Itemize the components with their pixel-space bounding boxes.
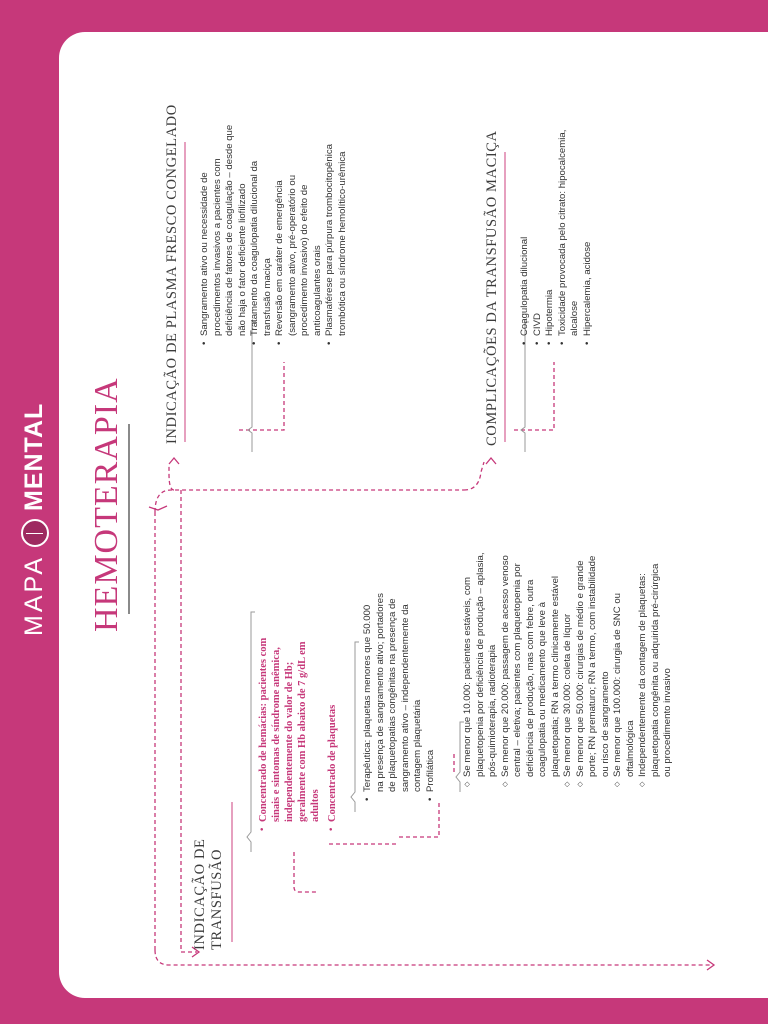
plaquetas-list [362, 592, 437, 802]
brand-logo [20, 403, 49, 636]
list-item: • Reversão em caráter de emergência (sangramento ativo, pré-operatório ou procedimento invasivo) do efeito de anticoagulantes orais [274, 121, 324, 336]
brand-mental: MENTAL [20, 402, 48, 511]
profilatica-text: Profilática [424, 749, 436, 792]
plasma-heading: INDICAÇÃO DE PLASMA FRESCO CONGELADO [164, 104, 180, 444]
brain-icon [21, 519, 49, 547]
brace-transfusao [247, 612, 255, 852]
hemacias-text: • Concentrado de hemácias: pacientes com sinais e sintomas de síndrome anêmica, independentemente do valor de Hb; geralmente com Hb abaixo de 7 g/dL em adultos [258, 637, 321, 822]
transfusao-underline [231, 802, 233, 942]
list-item [425, 592, 438, 792]
complicacoes-heading: COMPLICAÇÕES DA TRANSFUSÃO MACIÇA [484, 130, 500, 446]
list-item: ◇ Se menor que 20.000: passagem de acesso venoso central – eletiva; pacientes com plaquetopenia por deficiência de produção, mas com febre, outra coagulopatia ou medicamento que leve à plaquetopatia; RN a termo clinicamente estável [500, 552, 563, 777]
transfusao-list [257, 632, 340, 832]
list-item [326, 632, 340, 822]
plasma-list [199, 121, 349, 346]
page-title: HEMOTERAPIA [88, 377, 125, 632]
transfusao-heading-line2: TRANSFUSÃO [209, 848, 225, 950]
profilatica-criteria-list [462, 552, 675, 787]
brace-plaquetas [351, 642, 359, 812]
plaquetas-text: Concentrado de plaquetas [327, 704, 338, 822]
to-transfusao-heading [294, 852, 317, 892]
to-plasma-list [239, 362, 284, 430]
brand-band [0, 0, 59, 1024]
title-underline [128, 424, 130, 614]
list-item: • Toxicidade provocada pelo citrato: hipocalcemia, alcalose [557, 106, 582, 336]
complicacoes-underline [504, 152, 506, 442]
arrow-plasma [169, 458, 179, 464]
list-item: • Plasmaférese para púrpura trombocitopênica trombótica ou síndrome hemolítico-urêmica [324, 121, 349, 336]
mind-map-card [59, 32, 768, 998]
arrow-title [149, 506, 167, 510]
transfusao-heading [192, 838, 226, 950]
list-item: • Sangramento ativo ou necessidade de procedimentos invasivos a pacientes com deficiência de fatores de coagulação – desde que não haja o fator deficiente liofilizado [199, 121, 249, 336]
list-item: ◇ Se menor que 10.000: pacientes estáveis, com plaquetopenia por deficiência de produção – aplasia, pós-quimioterapia, radioterapia [462, 552, 500, 777]
to-complicacoes [464, 462, 484, 490]
list-item: • Coagulopatia dilucional [519, 106, 532, 336]
list-item [362, 592, 425, 792]
list-item: • Tratamento da coagulopatia dilucional da transfusão maciça [249, 121, 274, 336]
list-item: ◇ Se menor que 100.000: cirurgia de SNC ou oftalmológica [612, 552, 637, 777]
brand-mapa: MAPA [20, 555, 48, 636]
complicacoes-list [519, 106, 594, 346]
top-horizontal [155, 490, 464, 512]
list-item: • Hipercalemia, acidose [582, 106, 595, 336]
list-item: • Hipotermia [544, 106, 557, 336]
list-item: • CIVD [532, 106, 545, 336]
bottom-arrow-line [155, 950, 711, 965]
list-item: ◇ Se menor que 50.000: cirurgias de médio e grande porte; RN prematuro; RN a termo, com instabilidade ou risco de sangramento [575, 552, 613, 777]
list-item [257, 632, 322, 822]
terapeutica-text: Terapêutica: plaquetas menores que 50.000 na presença de sangramento ativo; portadores de plaquetopatias congênitas na presença de sangramento ativo – independentemente da contagem plaquetária [362, 593, 423, 792]
list-item: ◇ Independentemente da contagem de plaquetas: plaquetopatia congênita ou adquirida pré-cirúrgica ou procedimento invasivo [637, 552, 675, 777]
arrow-complicacoes [486, 458, 496, 464]
transfusao-heading-line1: INDICAÇÃO DE [192, 838, 208, 950]
list-item: ◇ Se menor que 30.000: coleta de líquor [562, 552, 575, 777]
to-plasma [169, 466, 174, 490]
plasma-underline [184, 142, 186, 442]
to-comp-list [514, 362, 554, 430]
